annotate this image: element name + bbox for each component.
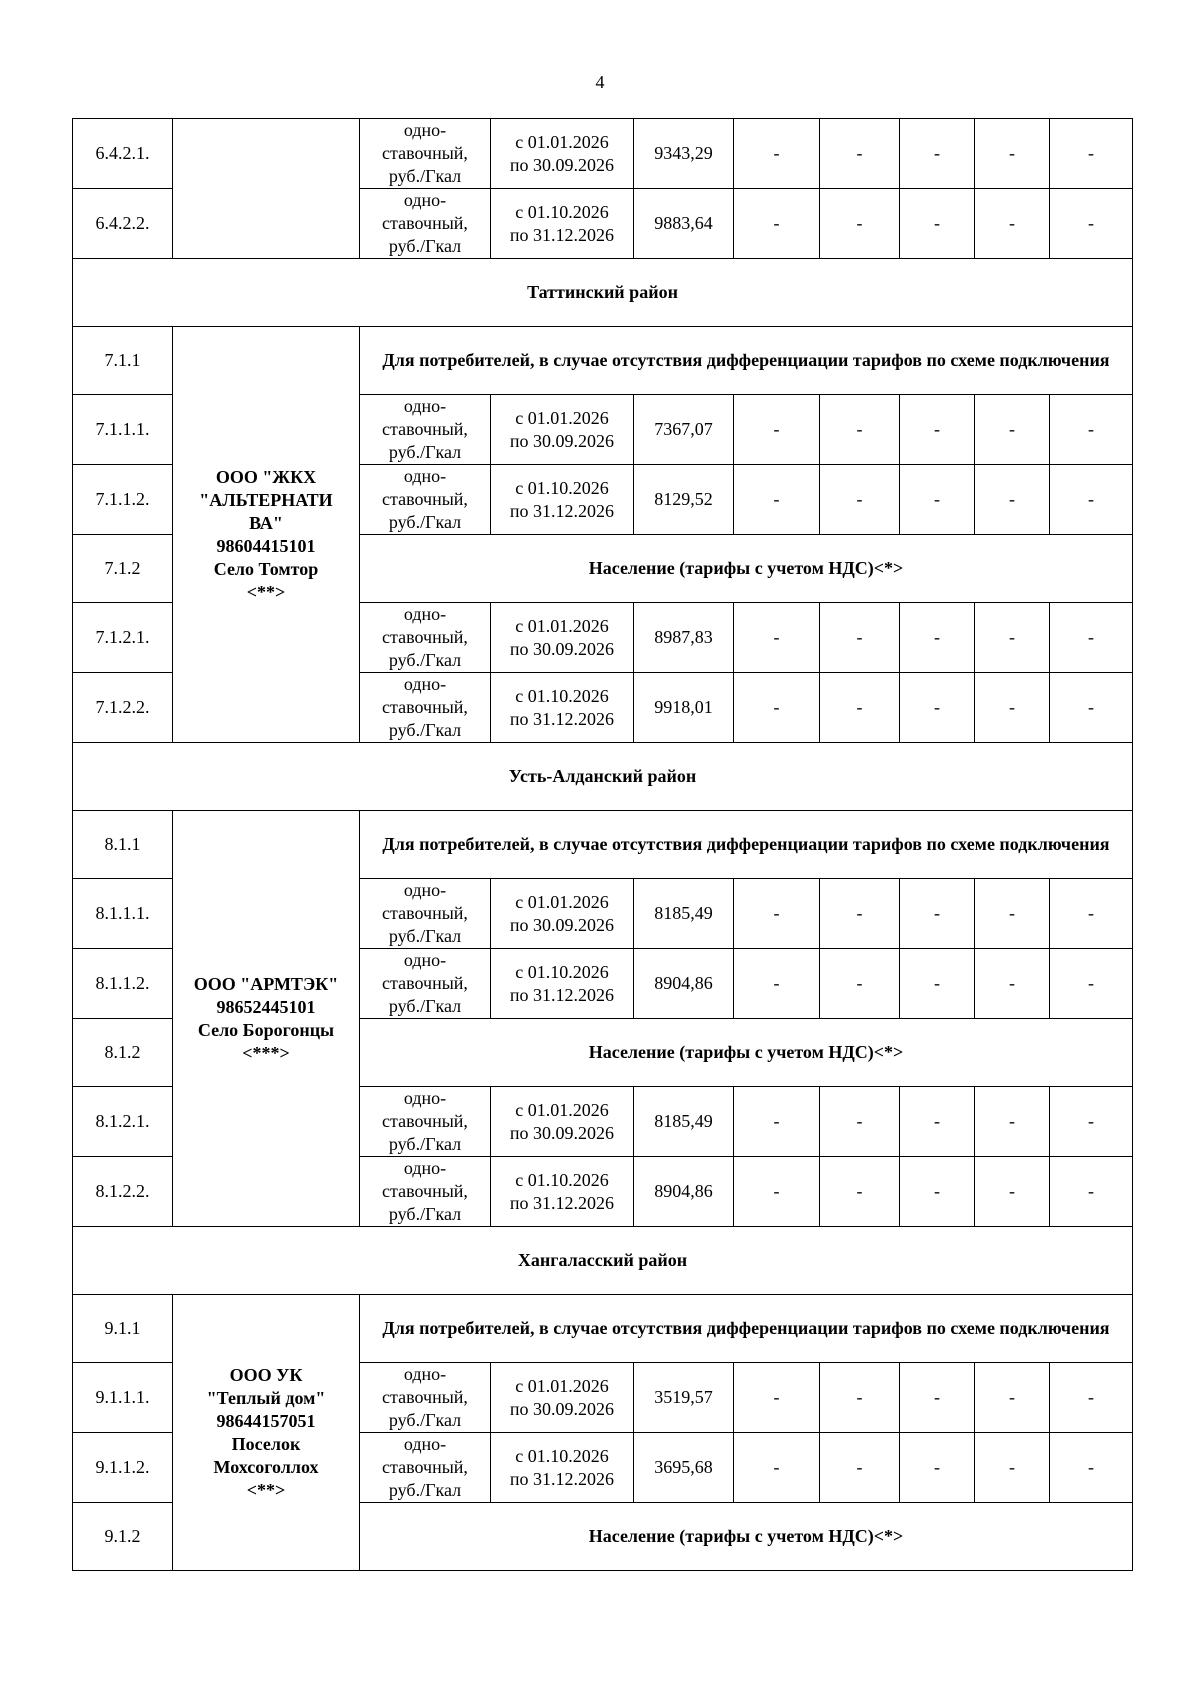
empty-value: -	[734, 119, 820, 189]
empty-value: -	[820, 1087, 900, 1157]
row-number: 8.1.1.1.	[73, 879, 173, 949]
empty-value: -	[900, 395, 975, 465]
period: с 01.01.2026 по 30.09.2026	[491, 1363, 634, 1433]
empty-value: -	[734, 949, 820, 1019]
empty-value: -	[900, 949, 975, 1019]
empty-value: -	[734, 189, 820, 259]
empty-value: -	[820, 673, 900, 743]
empty-value: -	[734, 673, 820, 743]
tariff-value: 3519,57	[634, 1363, 734, 1433]
row-number: 9.1.2	[73, 1503, 173, 1571]
empty-value: -	[820, 1157, 900, 1227]
empty-value: -	[1050, 879, 1133, 949]
table-row	[73, 327, 1133, 395]
tariff-value: 9918,01	[634, 673, 734, 743]
empty-value: -	[975, 1157, 1050, 1227]
empty-value: -	[975, 1433, 1050, 1503]
table-row	[73, 119, 1133, 189]
rate-type: одно- ставочный, руб./Гкал	[360, 949, 491, 1019]
row-number: 9.1.1	[73, 1295, 173, 1363]
period: с 01.01.2026 по 30.09.2026	[491, 119, 634, 189]
empty-value: -	[900, 1363, 975, 1433]
rate-type: одно- ставочный, руб./Гкал	[360, 189, 491, 259]
row-number: 6.4.2.1.	[73, 119, 173, 189]
organization-cell: ООО УК "Теплый дом" 98644157051 Поселок Мохсоголлох <**>	[173, 1295, 360, 1571]
empty-value: -	[975, 465, 1050, 535]
rate-type: одно- ставочный, руб./Гкал	[360, 1363, 491, 1433]
empty-value: -	[1050, 1157, 1133, 1227]
tariff-value: 8987,83	[634, 603, 734, 673]
table-row	[73, 1295, 1133, 1363]
tariff-table	[72, 118, 1133, 1571]
row-number: 7.1.1	[73, 327, 173, 395]
rate-type: одно- ставочный, руб./Гкал	[360, 395, 491, 465]
tariff-value: 8904,86	[634, 1157, 734, 1227]
organization-cell: ООО "ЖКХ "АЛЬТЕРНАТИ ВА" 98604415101 Село Томтор <**>	[173, 327, 360, 743]
row-number: 7.1.1.1.	[73, 395, 173, 465]
empty-value: -	[975, 879, 1050, 949]
empty-value: -	[900, 603, 975, 673]
empty-value: -	[975, 1087, 1050, 1157]
rate-type: одно- ставочный, руб./Гкал	[360, 1157, 491, 1227]
row-number: 9.1.1.2.	[73, 1433, 173, 1503]
period: с 01.10.2026 по 31.12.2026	[491, 949, 634, 1019]
rate-type: одно- ставочный, руб./Гкал	[360, 603, 491, 673]
empty-value: -	[734, 1363, 820, 1433]
empty-value: -	[820, 395, 900, 465]
empty-value: -	[900, 1157, 975, 1227]
row-number: 9.1.1.1.	[73, 1363, 173, 1433]
empty-value: -	[1050, 395, 1133, 465]
empty-value: -	[820, 1433, 900, 1503]
empty-value: -	[900, 465, 975, 535]
section-header: Население (тарифы с учетом НДС)<*>	[360, 535, 1133, 603]
district-row	[73, 1227, 1133, 1295]
empty-value: -	[820, 949, 900, 1019]
period: с 01.10.2026 по 31.12.2026	[491, 673, 634, 743]
district-row	[73, 743, 1133, 811]
empty-value: -	[734, 395, 820, 465]
tariff-value: 9883,64	[634, 189, 734, 259]
empty-value: -	[900, 189, 975, 259]
empty-value: -	[734, 603, 820, 673]
row-number: 8.1.1.2.	[73, 949, 173, 1019]
section-header: Население (тарифы с учетом НДС)<*>	[360, 1503, 1133, 1571]
empty-value: -	[975, 673, 1050, 743]
tariff-value: 7367,07	[634, 395, 734, 465]
empty-value: -	[900, 1087, 975, 1157]
period: с 01.01.2026 по 30.09.2026	[491, 395, 634, 465]
empty-value: -	[900, 119, 975, 189]
empty-value: -	[820, 465, 900, 535]
empty-value: -	[900, 1433, 975, 1503]
period: с 01.01.2026 по 30.09.2026	[491, 879, 634, 949]
empty-value: -	[734, 1087, 820, 1157]
tariff-value: 9343,29	[634, 119, 734, 189]
empty-value: -	[1050, 949, 1133, 1019]
district-name: Таттинский район	[73, 259, 1133, 327]
row-number: 7.1.2.1.	[73, 603, 173, 673]
section-header: Для потребителей, в случае отсутствия дифференциации тарифов по схеме подключения	[360, 1295, 1133, 1363]
period: с 01.10.2026 по 31.12.2026	[491, 465, 634, 535]
rate-type: одно- ставочный, руб./Гкал	[360, 1087, 491, 1157]
page-number: 4	[595, 72, 605, 92]
empty-value: -	[1050, 465, 1133, 535]
rate-type: одно- ставочный, руб./Гкал	[360, 1433, 491, 1503]
empty-value: -	[900, 879, 975, 949]
period: с 01.10.2026 по 31.12.2026	[491, 189, 634, 259]
rate-type: одно- ставочный, руб./Гкал	[360, 465, 491, 535]
rate-type: одно- ставочный, руб./Гкал	[360, 879, 491, 949]
empty-value: -	[734, 1157, 820, 1227]
empty-value: -	[1050, 1087, 1133, 1157]
empty-value: -	[975, 603, 1050, 673]
table-row	[73, 811, 1133, 879]
empty-value: -	[975, 949, 1050, 1019]
empty-value: -	[975, 119, 1050, 189]
tariff-value: 8904,86	[634, 949, 734, 1019]
district-name: Усть-Алданский район	[73, 743, 1133, 811]
tariff-value: 8129,52	[634, 465, 734, 535]
empty-value: -	[900, 673, 975, 743]
row-number: 8.1.2.1.	[73, 1087, 173, 1157]
empty-value: -	[975, 189, 1050, 259]
row-number: 6.4.2.2.	[73, 189, 173, 259]
empty-value: -	[820, 879, 900, 949]
empty-value: -	[1050, 189, 1133, 259]
empty-value: -	[1050, 119, 1133, 189]
empty-value: -	[1050, 673, 1133, 743]
row-number: 8.1.2.2.	[73, 1157, 173, 1227]
empty-value: -	[820, 119, 900, 189]
rate-type: одно- ставочный, руб./Гкал	[360, 119, 491, 189]
row-number: 7.1.2.2.	[73, 673, 173, 743]
empty-value: -	[734, 1433, 820, 1503]
rate-type: одно- ставочный, руб./Гкал	[360, 673, 491, 743]
period: с 01.01.2026 по 30.09.2026	[491, 603, 634, 673]
organization-cell	[173, 119, 360, 259]
district-row	[73, 259, 1133, 327]
empty-value: -	[820, 1363, 900, 1433]
empty-value: -	[734, 879, 820, 949]
empty-value: -	[1050, 1433, 1133, 1503]
empty-value: -	[820, 603, 900, 673]
organization-cell: ООО "АРМТЭК" 98652445101 Село Борогонцы <***>	[173, 811, 360, 1227]
row-number: 7.1.2	[73, 535, 173, 603]
row-number: 8.1.1	[73, 811, 173, 879]
empty-value: -	[1050, 1363, 1133, 1433]
tariff-value: 8185,49	[634, 1087, 734, 1157]
tariff-value: 3695,68	[634, 1433, 734, 1503]
period: с 01.10.2026 по 31.12.2026	[491, 1433, 634, 1503]
section-header: Население (тарифы с учетом НДС)<*>	[360, 1019, 1133, 1087]
row-number: 7.1.1.2.	[73, 465, 173, 535]
empty-value: -	[975, 395, 1050, 465]
empty-value: -	[1050, 603, 1133, 673]
district-name: Хангаласский район	[73, 1227, 1133, 1295]
empty-value: -	[820, 189, 900, 259]
section-header: Для потребителей, в случае отсутствия дифференциации тарифов по схеме подключения	[360, 811, 1133, 879]
tariff-value: 8185,49	[634, 879, 734, 949]
period: с 01.10.2026 по 31.12.2026	[491, 1157, 634, 1227]
empty-value: -	[734, 465, 820, 535]
empty-value: -	[975, 1363, 1050, 1433]
row-number: 8.1.2	[73, 1019, 173, 1087]
section-header: Для потребителей, в случае отсутствия дифференциации тарифов по схеме подключения	[360, 327, 1133, 395]
period: с 01.01.2026 по 30.09.2026	[491, 1087, 634, 1157]
